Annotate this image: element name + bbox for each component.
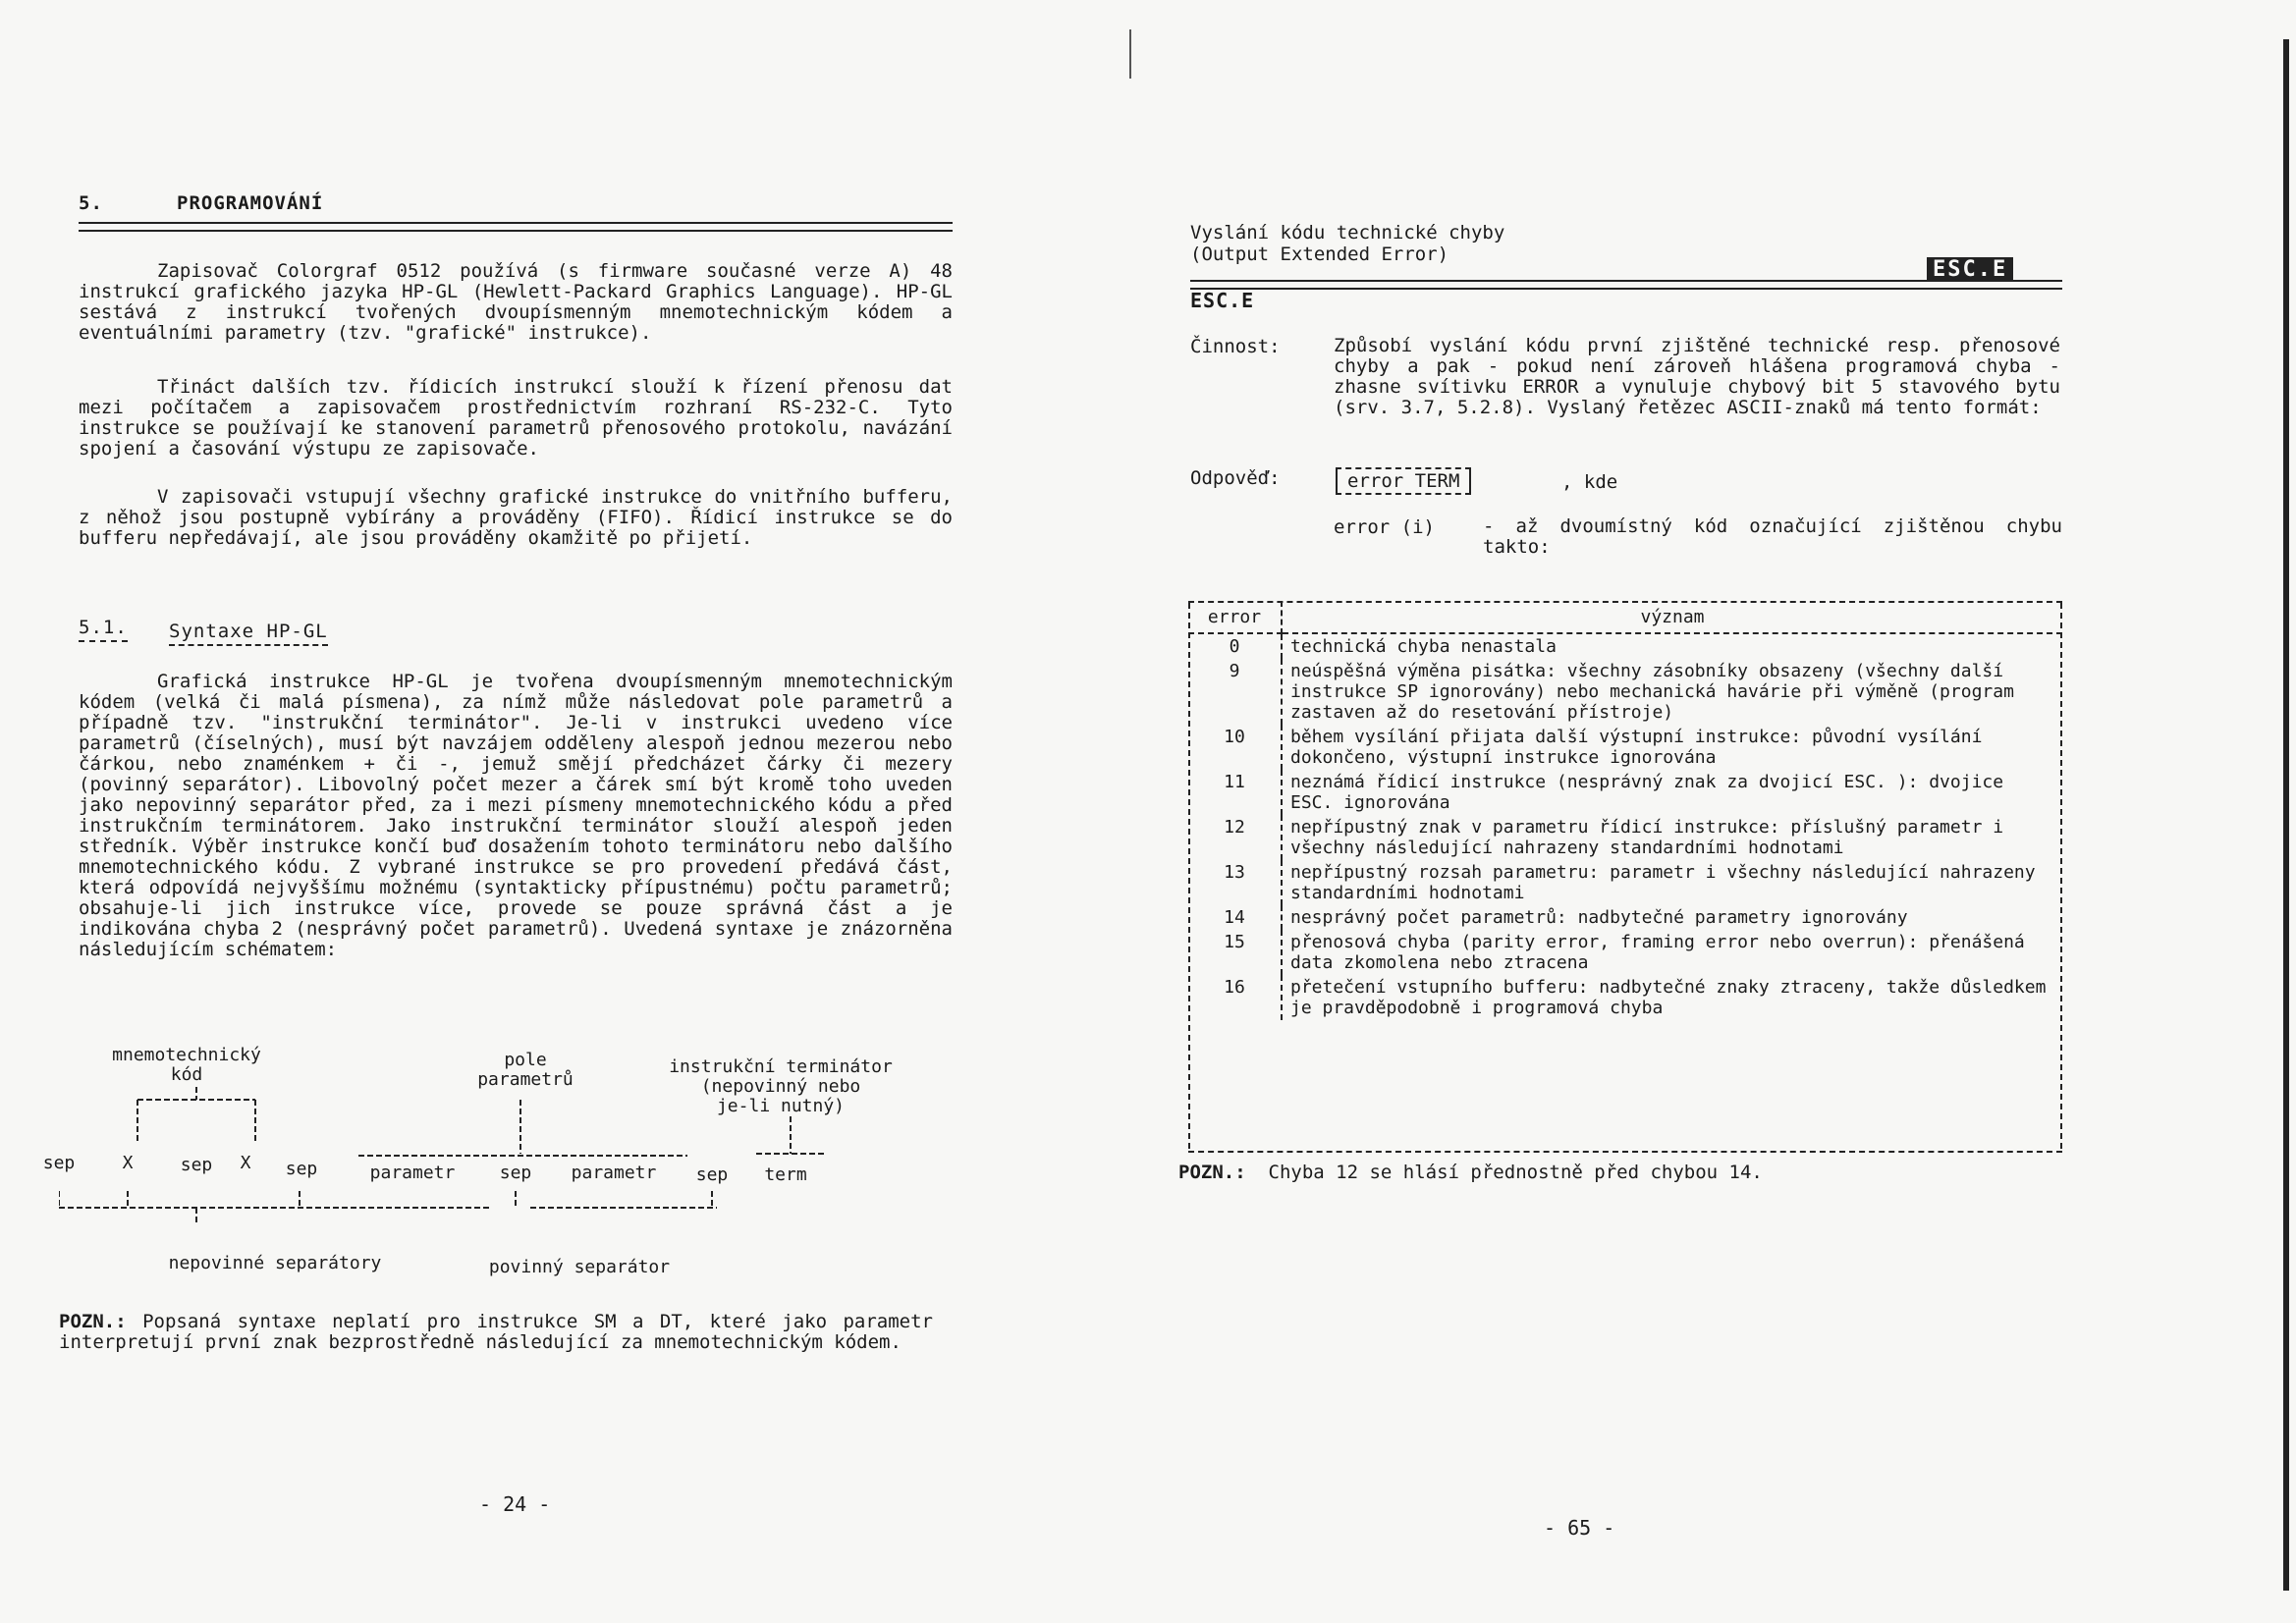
table-row: 15 přenosová chyba (parity error, framing error nebo overrun): přenášená data zkomolena nebo ztracena bbox=[1188, 930, 2062, 975]
paragraph-3: V zapisovači vstupují všechny grafické instrukce do vnitřního bufferu, z něhož jsou postupně vybírány a prováděny (FIFO). Řídicí instrukce se do bufferu nepředávají, ale jsou prováděny okamžitě po přijetí. bbox=[79, 486, 953, 549]
table-row: 9 neúspěšná výměna pisátka: všechny zásobníky obsazeny (všechny další instrukce SP ignorovány) nebo mechanická havárie při výměně (program zastaven až do resetování přístroje) bbox=[1188, 659, 2062, 725]
activity-text: Způsobí vyslání kódu první zjištěné technické resp. přenosové chyby a pak - pokud není zároveň hlášena programová chyba - zhasne svítivku ERROR a vynuluje chybový bit 5 stavového bytu (srv. 3.7, 5.2.8). Vyslaný řetězec ASCII-znaků má tento formát: bbox=[1334, 335, 2060, 418]
left-note-label: POZN.: bbox=[59, 1311, 127, 1332]
table-header-meaning: význam bbox=[1282, 601, 2062, 633]
table-left-border bbox=[1188, 603, 1190, 1149]
diagram-param-1: parametr bbox=[369, 1163, 456, 1183]
instruction-title: Vyslání kódu technické chyby (Output Extended Error) bbox=[1190, 222, 1505, 265]
diagram-param-2: parametr bbox=[571, 1163, 657, 1183]
section-title: PROGRAMOVÁNÍ bbox=[177, 192, 324, 214]
header-double-rule bbox=[1190, 280, 2062, 290]
right-note bbox=[1178, 1163, 2062, 1183]
right-note-label: POZN.: bbox=[1178, 1162, 1246, 1183]
response-kde: , kde bbox=[1561, 471, 1618, 493]
diagram-terminator-label: instrukční terminátor (nepovinný nebo je-li nutný) bbox=[669, 1056, 893, 1116]
diagram-mandatory-separator-label: povinný separátor bbox=[488, 1257, 671, 1277]
diagram-x-1: X bbox=[122, 1153, 134, 1173]
error-code-table bbox=[1188, 601, 2062, 1020]
diagram-term: term bbox=[764, 1164, 807, 1185]
left-note bbox=[59, 1312, 933, 1353]
diagram-sep-2: sep bbox=[180, 1155, 213, 1175]
syntax-diagram bbox=[42, 1045, 962, 1291]
diagram-sep-1: sep bbox=[42, 1153, 76, 1173]
left-page-number: - 24 - bbox=[479, 1492, 551, 1516]
diagram-pole-label: pole parametrů bbox=[477, 1050, 574, 1090]
table-row: 13 nepřípustný rozsah parametru: parametr i všechny následující nahrazeny standardními hodnotami bbox=[1188, 860, 2062, 905]
error-desc-label: error (i) bbox=[1334, 516, 1435, 538]
diagram-sep-5: sep bbox=[695, 1164, 729, 1185]
table-row: 12 nepřípustný znak v parametru řídicí instrukce: příslušný parametr i všechny následující nahrazeny standardními hodnotami bbox=[1188, 815, 2062, 860]
error-desc-text: - až dvoumístný kód označující zjištěnou chybu takto: bbox=[1483, 515, 2062, 558]
section-double-rule bbox=[79, 222, 953, 232]
response-label: Odpověď: bbox=[1190, 467, 1281, 489]
right-note-text: Chyba 12 se hlásí přednostně před chybou 14. bbox=[1268, 1162, 1763, 1183]
table-row: 10 během vysílání přijata další výstupní instrukce: původní vysílání dokončeno, výstupní instrukce ignorována bbox=[1188, 725, 2062, 770]
diagram-mnemo-label: mnemotechnický kód bbox=[112, 1045, 261, 1085]
table-header-error: error bbox=[1188, 601, 1282, 633]
table-bottom-border bbox=[1188, 1151, 2062, 1153]
table-right-border bbox=[2060, 603, 2062, 1149]
table-row: 14 nesprávný počet parametrů: nadbytečné parametry ignorovány bbox=[1188, 905, 2062, 930]
left-note-text: Popsaná syntaxe neplatí pro instrukce SM a DT, které jako parametr interpretují první znak bezprostředně následující za mnemotechnickým kódem. bbox=[59, 1311, 933, 1353]
instruction-code: ESC.E bbox=[1190, 289, 1255, 312]
right-page-number: - 65 - bbox=[1544, 1516, 1615, 1540]
subsection-title: Syntaxe HP-GL bbox=[169, 621, 328, 642]
section-number: 5. bbox=[79, 192, 103, 214]
paragraph-2: Třináct dalších tzv. řídicích instrukcí slouží k řízení přenosu dat mezi počítačem a zapisovačem prostřednictvím rozhraní RS-232-C. Tyto instrukce se používají ke stanovení parametrů přenosového protokolu, navázání spojení a časování výstupu ze zapisovače. bbox=[79, 376, 953, 460]
activity-label: Činnost: bbox=[1190, 336, 1281, 357]
table-row: 16 přetečení vstupního bufferu: nadbytečné znaky ztraceny, takže důsledkem je pravděpodobně i programová chyba bbox=[1188, 975, 2062, 1020]
response-format: error TERM bbox=[1336, 467, 1471, 495]
right-page bbox=[1178, 0, 2062, 1623]
table-header-row bbox=[1188, 601, 2062, 633]
scan-edge bbox=[2283, 39, 2289, 1591]
page-fold-mark bbox=[1129, 29, 1131, 79]
diagram-sep-4: sep bbox=[499, 1163, 532, 1183]
paragraph-syntax: Grafická instrukce HP-GL je tvořena dvoupísmenným mnemotechnickým kódem (velká či malá písmena), za nímž může následovat pole parametrů a případně tzv. "instrukční terminátor". Je-li v instrukci uvedeno více parametrů (číselných), musí být navzájem odděleny alespoň jednou mezerou nebo čárkou, nebo znaménkem + či -, jemuž smějí předcházet čárky či mezery (povinný separátor). Libovolný počet mezer a čárek smí být kromě toho uveden jako nepovinný separátor před, za i mezi písmeny mnemotechnického kódu a před instrukčním terminátorem. Jako instrukční terminátor slouží alespoň jeden středník. Výběr instrukce končí buď dosažením tohoto terminátoru nebo dalšího mnemotechnického kódu. Z vybrané instrukce se pro provedení předává část, která odpovídá nejvyššímu možnému (syntakticky přípustnému) počtu parametrů; obsahuje-li jich instrukce více, provede se pouze správná část a je indikována chyba 2 (nesprávný počet parametrů). Uvedená syntaxe je znázorněna následujícím schématem: bbox=[79, 671, 953, 960]
diagram-x-2: X bbox=[240, 1153, 251, 1173]
instruction-logo: ESC.E bbox=[1927, 257, 2013, 282]
diagram-sep-3: sep bbox=[285, 1159, 318, 1179]
diagram-optional-separators-label: nepovinné separátory bbox=[168, 1253, 382, 1273]
subsection-number: 5.1. bbox=[79, 617, 128, 638]
left-page bbox=[42, 0, 962, 1623]
paragraph-1: Zapisovač Colorgraf 0512 používá (s firmware současné verze A) 48 instrukcí grafického jazyka HP-GL (Hewlett-Packard Graphics Language). HP-GL sestává z instrukcí tvořených dvoupísmenným mnemotechnickým kódem a eventuálními parametry (tzv. "grafické" instrukce). bbox=[79, 260, 953, 344]
table-row: 11 neznámá řídicí instrukce (nesprávný znak za dvojicí ESC. ): dvojice ESC. ignorována bbox=[1188, 770, 2062, 815]
table-row: 0 technická chyba nenastala bbox=[1188, 633, 2062, 659]
